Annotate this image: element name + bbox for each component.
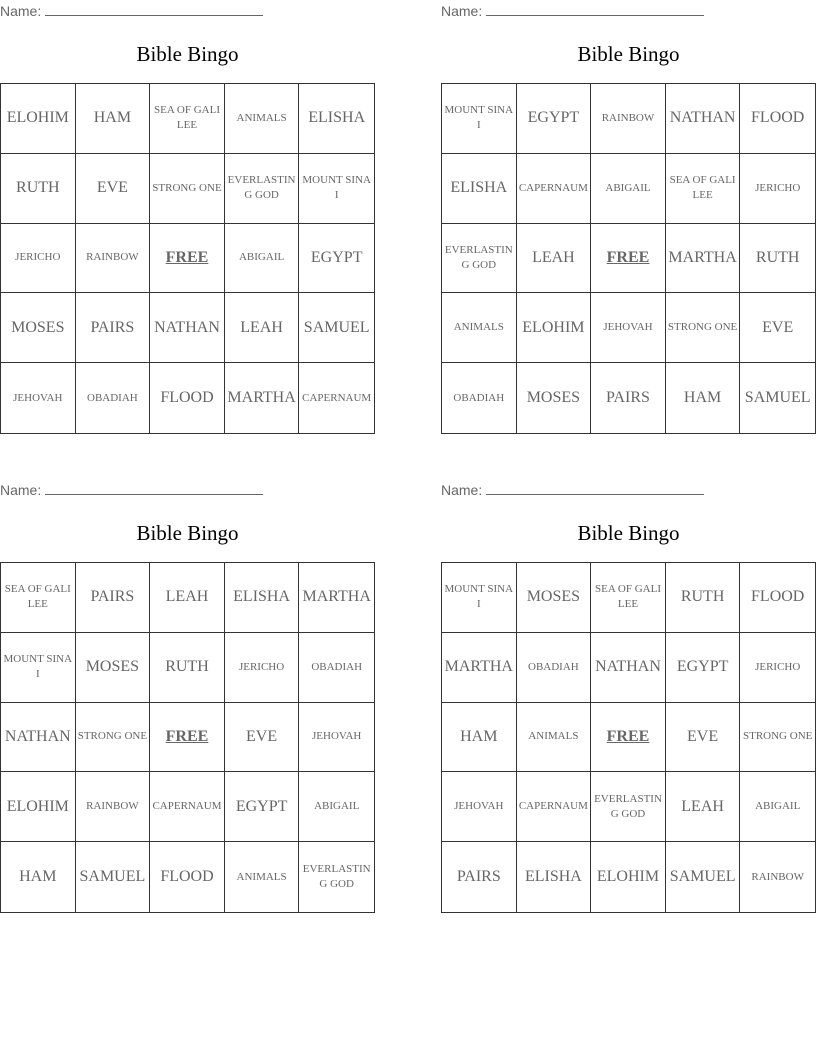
- bingo-cell: MOUNT SINAI: [299, 154, 374, 224]
- name-field: [441, 481, 704, 499]
- bingo-cell: OBADIAH: [76, 363, 151, 433]
- bingo-cell: SEA OF GALILEE: [1, 563, 76, 633]
- bingo-cell: MARTHA: [299, 563, 374, 633]
- bingo-cell: CAPERNAUM: [150, 772, 225, 842]
- bingo-cell: ELOHIM: [1, 84, 76, 154]
- bingo-cell: EVE: [740, 293, 815, 363]
- name-field: [441, 2, 704, 20]
- bingo-cell: EVERLASTING GOD: [225, 154, 300, 224]
- bingo-card: [0, 0, 376, 440]
- card-title: Bible Bingo: [577, 42, 680, 66]
- bingo-cell: EVERLASTING GOD: [591, 772, 666, 842]
- name-label: Name:: [0, 482, 42, 498]
- bingo-cell: LEAH: [150, 563, 225, 633]
- bingo-cell: ELISHA: [225, 563, 300, 633]
- bingo-cell: CAPERNAUM: [517, 154, 592, 224]
- name-label: Name:: [441, 482, 483, 498]
- bingo-cell: EVE: [225, 703, 300, 773]
- bingo-cell: NATHAN: [150, 293, 225, 363]
- name-label: Name:: [0, 3, 42, 19]
- bingo-cell: ANIMALS: [225, 84, 300, 154]
- bingo-cell: LEAH: [517, 224, 592, 294]
- bingo-cell: NATHAN: [1, 703, 76, 773]
- bingo-cell: JERICHO: [225, 633, 300, 703]
- bingo-cell: MOUNT SINAI: [442, 84, 517, 154]
- bingo-cell: RAINBOW: [76, 224, 151, 294]
- bingo-cell: FLOOD: [740, 563, 815, 633]
- bingo-cell: MOSES: [76, 633, 151, 703]
- bingo-cell: PAIRS: [442, 842, 517, 912]
- bingo-cell: RUTH: [1, 154, 76, 224]
- bingo-cell: NATHAN: [591, 633, 666, 703]
- bingo-cell: LEAH: [225, 293, 300, 363]
- free-space: FREE: [591, 703, 666, 773]
- bingo-cell: SAMUEL: [666, 842, 741, 912]
- bingo-cell: SEA OF GALILEE: [666, 154, 741, 224]
- bingo-cell: ELOHIM: [517, 293, 592, 363]
- bingo-cell: HAM: [76, 84, 151, 154]
- bingo-cell: FLOOD: [150, 842, 225, 912]
- bingo-cell: JEHOVAH: [591, 293, 666, 363]
- bingo-cell: JEHOVAH: [299, 703, 374, 773]
- name-field: [0, 481, 263, 499]
- bingo-cell: ABIGAIL: [740, 772, 815, 842]
- bingo-cell: FLOOD: [740, 84, 815, 154]
- bingo-cell: ABIGAIL: [225, 224, 300, 294]
- bingo-cell: EVE: [666, 703, 741, 773]
- bingo-cell: ELOHIM: [591, 842, 666, 912]
- bingo-card: [441, 479, 816, 919]
- bingo-cell: JEHOVAH: [442, 772, 517, 842]
- bingo-cell: EGYPT: [225, 772, 300, 842]
- bingo-cell: CAPERNAUM: [302, 391, 372, 404]
- bingo-card: [441, 0, 816, 440]
- bingo-cell: ANIMALS: [517, 703, 592, 773]
- bingo-cell: RUTH: [666, 563, 741, 633]
- bingo-cell: EGYPT: [666, 633, 741, 703]
- bingo-cell: EVERLASTING GOD: [442, 224, 517, 294]
- bingo-cell: RUTH: [740, 224, 815, 294]
- bingo-cell: SEA OF GALILEE: [591, 563, 666, 633]
- name-blank-line: [45, 2, 263, 16]
- bingo-cell: OBADIAH: [442, 363, 517, 433]
- bingo-grid: [0, 562, 375, 913]
- bingo-cell: EVE: [76, 154, 151, 224]
- bingo-cell: MOSES: [517, 363, 592, 433]
- bingo-cell: SAMUEL: [744, 389, 811, 407]
- bingo-cell: RUTH: [150, 633, 225, 703]
- bingo-cell: EGYPT: [299, 224, 374, 294]
- bingo-cell: RAINBOW: [591, 84, 666, 154]
- bingo-cell: MARTHA: [225, 363, 300, 433]
- bingo-cell: MOSES: [1, 293, 76, 363]
- bingo-cell: ELISHA: [517, 842, 592, 912]
- bingo-cell: JERICHO: [740, 633, 815, 703]
- name-label: Name:: [441, 3, 483, 19]
- bingo-cell: MOUNT SINAI: [1, 633, 76, 703]
- bingo-cell: FLOOD: [150, 363, 225, 433]
- bingo-cell: SEA OF GALILEE: [150, 84, 225, 154]
- bingo-cell: CAPERNAUM: [517, 772, 592, 842]
- name-blank-line: [45, 481, 263, 495]
- card-title: Bible Bingo: [577, 521, 680, 545]
- bingo-cell: STRONG ONE: [150, 154, 225, 224]
- card-title: Bible Bingo: [136, 521, 239, 545]
- bingo-cell: HAM: [1, 842, 76, 912]
- bingo-cell: STRONG ONE: [76, 703, 151, 773]
- card-title: Bible Bingo: [136, 42, 239, 66]
- bingo-card: [0, 479, 376, 919]
- bingo-cell: MARTHA: [442, 633, 517, 703]
- bingo-cell: MARTHA: [666, 224, 741, 294]
- bingo-grid: [441, 562, 816, 913]
- bingo-cell: RAINBOW: [76, 772, 151, 842]
- bingo-cell: OBADIAH: [517, 633, 592, 703]
- bingo-cell: ELOHIM: [1, 772, 76, 842]
- bingo-cell: PAIRS: [591, 363, 666, 433]
- bingo-cell: STRONG ONE: [740, 703, 815, 773]
- bingo-cell: ELISHA: [442, 154, 517, 224]
- bingo-cell: JERICHO: [1, 224, 76, 294]
- bingo-cell: OBADIAH: [299, 633, 374, 703]
- free-space: FREE: [150, 224, 225, 294]
- name-blank-line: [486, 2, 704, 16]
- bingo-cell: ABIGAIL: [299, 772, 374, 842]
- name-blank-line: [486, 481, 704, 495]
- bingo-cell: SAMUEL: [76, 842, 151, 912]
- bingo-cell: EVERLASTING GOD: [302, 863, 371, 891]
- bingo-cell: SAMUEL: [299, 293, 374, 363]
- bingo-cell: JEHOVAH: [1, 363, 76, 433]
- bingo-cell: LEAH: [666, 772, 741, 842]
- bingo-cell: ABIGAIL: [591, 154, 666, 224]
- bingo-cell: HAM: [666, 363, 741, 433]
- bingo-cell: ANIMALS: [442, 293, 517, 363]
- free-space: FREE: [150, 703, 225, 773]
- free-space: FREE: [591, 224, 666, 294]
- bingo-cell: RAINBOW: [751, 870, 804, 883]
- bingo-cell: JERICHO: [740, 154, 815, 224]
- bingo-grid: [441, 83, 816, 434]
- bingo-cell: EGYPT: [517, 84, 592, 154]
- name-field: [0, 2, 263, 20]
- bingo-cell: MOSES: [517, 563, 592, 633]
- bingo-cell: MOUNT SINAI: [442, 563, 517, 633]
- bingo-cell: HAM: [442, 703, 517, 773]
- bingo-cell: ANIMALS: [225, 842, 300, 912]
- bingo-cell: STRONG ONE: [666, 293, 741, 363]
- bingo-cell: PAIRS: [76, 563, 151, 633]
- bingo-cell: ELISHA: [299, 84, 374, 154]
- bingo-grid: [0, 83, 375, 434]
- bingo-cell: PAIRS: [76, 293, 151, 363]
- bingo-cell: NATHAN: [666, 84, 741, 154]
